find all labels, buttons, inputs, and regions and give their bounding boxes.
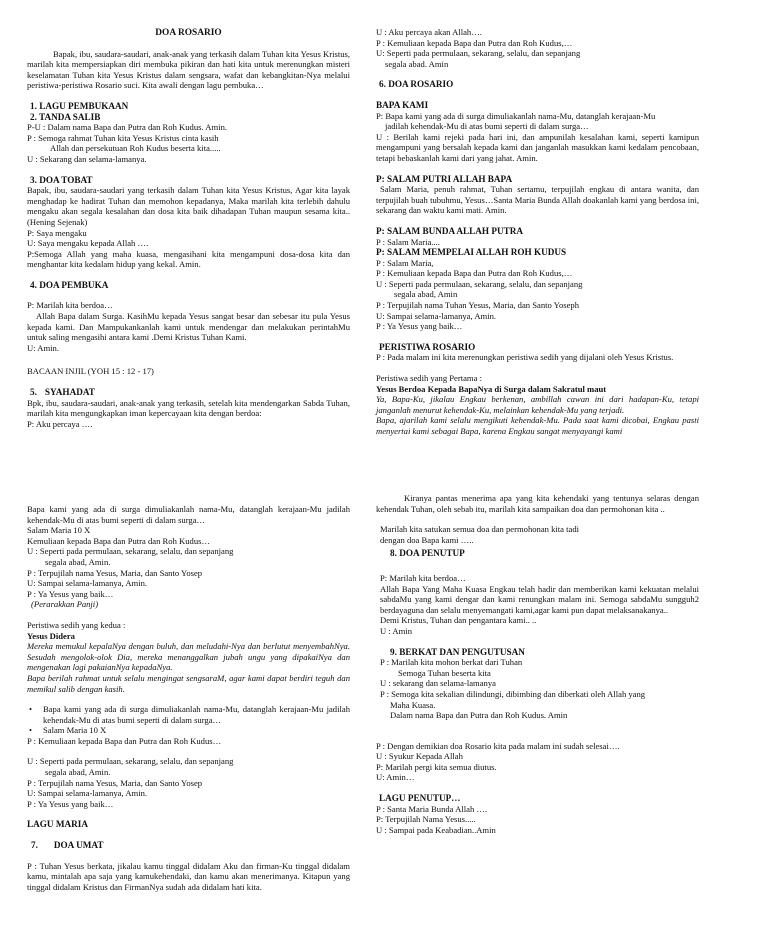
heading-syahadat: 5. SYAHADAT [30, 387, 95, 398]
decade-line: P : Terpujilah nama Yesus, Maria, dan Santo Yosep [27, 567, 203, 578]
penutup-line: Demi Kristus, Tuhan dan pengantara kami.. .. [380, 615, 537, 626]
heading-tanda-salib: 2. TANDA SALIB [30, 111, 101, 122]
heading-lagu-penutup: LAGU PENUTUP… [379, 793, 461, 804]
salib-line: P-U : Dalam nama Bapa dan Putra dan Roh Kudus. Amin. [27, 122, 228, 133]
peristiwa-pertama-title: Yesus Berdoa Kepada BapaNya di Surga dalam Sakratul maut [376, 383, 607, 394]
tobat-closing: P:Semoga Allah yang maha kuasa, mengasihani kita mengampuni dosa-dosa kita dan menghantar kita kedalam hidup yang kekal. Amin. [27, 248, 350, 270]
penutup-line: P: Marilah kita berdoa… [380, 572, 466, 583]
bacaan-injil: BACAAN INJIL (YOH 15 : 12 - 17) [27, 366, 154, 377]
satukan-line: Marilah kita satukan semua doa dan permohonan kita tadi [380, 524, 580, 535]
decade-line: U : Seperti pada permulaan, sekarang, selalu, dan sepanjang [27, 756, 234, 767]
creed-line: U : Aku percaya akan Allah…. [376, 27, 482, 37]
column-bottom-left [27, 504, 350, 892]
salam-line: U : Seperti pada permulaan, sekarang, selalu, dan sepanjang [376, 278, 583, 289]
column-bottom-right [376, 493, 699, 835]
closing-line: U: Amin… [376, 772, 415, 783]
decade-line: Kemuliaan kepada Bapa dan Putra dan Roh Kudus… [27, 535, 211, 546]
pembuka-amen: U: Amin. [27, 342, 59, 353]
salib-line: Allah dan persekutuan Roh Kudus beserta kita..... [50, 143, 221, 154]
bapa-kami-text: Bapa kami yang ada di surga dimuliakanlah nama-Mu, datanglah kerajaan-Mu jadilah kehendak-Mu di atas bumi seperti di dalam surga… [27, 504, 350, 525]
salib-line: P : Semoga rahmat Tuhan kita Yesus Kristus cinta kasih [27, 132, 219, 143]
perarakan-note: (Perarakkan Panji) [31, 599, 99, 610]
salam-line: P : Salam Maria.... [376, 236, 440, 247]
syahadat-line: P: Aku percaya …. [27, 418, 93, 429]
berkat-line: P : Marilah kita mohon berkat dari Tuhan [380, 657, 523, 668]
salam-line: P : Ya Yesus yang baik… [376, 321, 463, 332]
creed-line: P : Kemuliaan kepada Bapa dan Putra dan Roh Kudus,… [376, 37, 573, 48]
lagu-line: P: Terpujilah Nama Yesus..... [376, 814, 476, 825]
bapa-kami-line: P: Bapa kami yang ada di surga dimuliakanlah nama-Mu, datanglah kerajaan-Mu [376, 110, 656, 121]
lagu-line: P : Santa Maria Bunda Allah …. [376, 803, 488, 814]
satukan-line: dengan doa Bapa kami ….. [380, 534, 474, 545]
salam-line: P : Salam Maria, [376, 257, 434, 268]
decade-line: U : Seperti pada permulaan, sekarang, selalu, dan sepanjang [27, 546, 234, 557]
penutup-amen: U : Amin [380, 625, 412, 636]
salam-line: P : Terpujilah nama Tuhan Yesus, Maria, dan Santo Yoseph [376, 300, 580, 311]
berkat-line: U : sekarang dan selama-lamanya [380, 678, 496, 689]
heading-lagu-maria: LAGU MARIA [27, 819, 88, 830]
peristiwa-kedua-title: Yesus Didera [27, 630, 75, 641]
tobat-paragraph: Bapak, ibu, saudara-saudari yang terkasih dalam Tuhan kita Yesus Kristus, Agar kita layak menghadap ke hadirat Tuhan dan memohon kepadanya, Maka marilah kita terlebih dahulu mengaku akan segala kesalahan dan dosa kita baik dihadapan Tuhan maupun sesama kita.. (Hening Sejenak) [27, 185, 350, 227]
heading-salam-putri: P: SALAM PUTRI ALLAH BAPA [376, 173, 513, 184]
column-top-right [376, 27, 699, 437]
heading-salam-bunda: P: SALAM BUNDA ALLAH PUTRA [376, 225, 524, 236]
decade-line: U: Sampai selama-lamanya, Amin. [27, 788, 148, 799]
peristiwa-kedua-prayer: Bapa berilah rahmat untuk selalu mengingat sengsaraM, agar kami dapat berdiri teguh dan memikul salib dengan kasih. [27, 672, 350, 694]
intro-paragraph: Bapak, ibu, saudara-saudari, anak-anak yang terkasih dalam Tuhan kita Yesus Kristus, marilah kita mempersiapkan diri membuka pikiran dan hati kita untuk merenungkan misteri keselamatan Tuhan kita Yesus Kristus dalam sengsara, wafat dan kebangkitan-Nya melalui peristiwa-peristiwa Rosario suci. Kita awali dengan lagu pembuka… [27, 48, 350, 91]
decade-line: segala abad, Amin. [45, 556, 111, 567]
bullet-salam-maria: • Salam Maria 10 X [27, 725, 350, 736]
salam-maria-paragraph: Salam Maria, penuh rahmat, Tuhan sertamu, terpujilah engkau di antara wanita, dan terpujilah buah tubuhmu, Yesus…Santa Maria Bunda Allah doakanlah kami yang berdosa ini, sekarang dan waktu kami mati. Amin. [376, 184, 699, 216]
decade-line: P : Ya Yesus yang baik… [27, 588, 114, 599]
decade-line: U: Sampai selama-lamanya, Amin. [27, 578, 148, 589]
berkat-line: Semoga Tuhan beserta kita [398, 667, 491, 678]
salam-line: P : Kemuliaan kepada Bapa dan Putra dan Roh Kudus,… [376, 268, 573, 279]
peristiwa-pertama-text: Ya, Bapa-Ku, jikalau Engkau berkenan, ambillah cawan ini dari hadapan-Ku, tetapi janganlah menurut kehendak-Ku, melainkan kehendak-Mu yang terjadi. [376, 394, 699, 415]
document-title: DOA ROSARIO [155, 28, 222, 38]
peristiwa-line: P : Pada malam ini kita merenungkan peristiwa sedih yang dijalani oleh Yesus Kristus. [376, 352, 674, 363]
pembuka-paragraph: Allah Bapa dalam Surga. KasihMu kepada Yesus sangat besar dan sebesar itu pula Yesus kepada kami. Dan Mampukankanlah kami untuk mendengar dan melakukan perintahMu untuk saling mengasihi antara kami .Demi Kristus Tuhan Kami. [27, 311, 350, 343]
kiranya-paragraph: Kiranya pantas menerima apa yang kita kehendaki yang tentunya selaras dengan kehendak Tuhan, oleh sebab itu, marilah kita sampaikan doa dan permohonan kita .. [376, 493, 699, 514]
decade-line: P : Ya Yesus yang baik… [27, 798, 114, 809]
salam-line: segala abad, Amin [394, 289, 458, 300]
heading-doa-tobat: 3. DOA TOBAT [30, 174, 93, 185]
closing-line: P: Marilah pergi kita semua diutus. [376, 761, 497, 772]
salam-line: U: Sampai selama-lamanya, Amin. [376, 310, 497, 321]
peristiwa-kedua-text: Mereka memukul kepalaNya dengan buluh, dan meludahi-Nya dan berlutut menyembahNya. Sesudah mengolok-olok Dia, mereka menanggalkan jubah ungu yang dipakaiNya dan mengenakan lagi pakaianNya kepadaNya. [27, 641, 350, 673]
bapa-kami-response: U : Berilah kami rejeki pada hari ini, dan ampunilah kesalahan kami, seperti kamipun mengampuni yang bersalah kepada kami dan janganlah masukkan kami kedalam pencobaan, tetapi bebaskanlah kami dari yang jahat. Amin. [376, 131, 699, 163]
syahadat-paragraph: Bpk, ibu, saudara-saudari, anak-anak yang terkasih, setelah kita mendengarkan Sabda Tuhan, marilah kita mengungkapkan iman kepercayaan kita dengan berdoa: [27, 397, 350, 419]
peristiwa-pertama-label: Peristiwa sedih yang Pertama : [376, 373, 482, 384]
peristiwa-pertama-prayer: Bapa, ajarilah kami selalu mengikuti kehendak-Mu. Pada saat kami dicobai, Engkau pasti menyertai kami sebagai Bapa, karena Engkau sangat menyayangi kami [376, 415, 699, 436]
tobat-line: P: Saya mengaku [27, 227, 87, 238]
decade-line: segala abad, Amin. [45, 767, 111, 778]
penutup-paragraph: Allah Bapa Yang Maha Kuasa Engkau telah hadir dan memberikan kami kekuatan melalui sabdaMu yang kami dengar dan kami renungkan malam ini. Semoga sabdaMu sungguh2 berdayaguna dan selalu menyemangati kami,agar kami pun dapat melaksanakanya.. [380, 583, 699, 615]
berkat-line: Maha Kuasa. [390, 699, 436, 710]
heading-doa-rosario: 6. DOA ROSARIO [379, 79, 454, 90]
bapa-kami-line: jadilah kehendak-Mu di atas bumi seperti di dalam surga… [385, 121, 589, 132]
heading-lagu-pembukaan: 1. LAGU PEMBUKAAN [30, 100, 129, 111]
closing-line: U : Syukur Kepada Allah [376, 751, 463, 762]
heading-berkat: 9. BERKAT DAN PENGUTUSAN [390, 646, 525, 657]
decade-line: Salam Maria 10 X [27, 525, 91, 536]
closing-line: P : Dengan demikian doa Rosario kita pada malam ini sudah selesai…. [376, 740, 620, 751]
peristiwa-kedua-label: Peristiwa sedih yang kedua : [27, 619, 126, 630]
doa-umat-paragraph: P : Tuhan Yesus berkata, jikalau kamu tinggal didalam Aku dan firman-Ku tinggal didalam kamu, mintalah apa saja yang kamukehendaki, dan kamu akan menerimanya. Kitapun yang tinggal didalam Kristus dan FirmanNya sudah ada didalam hati kita. [27, 860, 350, 892]
creed-line: U: Seperti pada permulaan, sekarang, selalu, dan sepanjang [376, 48, 581, 59]
lagu-line: U : Sampai pada Keabadian..Amin [376, 824, 496, 835]
salib-line: U : Sekarang dan selama-lamanya. [27, 153, 147, 164]
decade-line: P : Kemuliaan kepada Bapa dan Putra dan Roh Kudus… [27, 735, 222, 746]
decade-line: P : Terpujilah nama Yesus, Maria, dan Santo Yosep [27, 777, 203, 788]
tobat-line: U: Saya mengaku kepada Allah …. [27, 238, 149, 249]
creed-line: segala abad. Amin [385, 58, 449, 69]
heading-doa-penutup: 8. DOA PENUTUP [390, 548, 465, 559]
heading-doa-pembuka: 4. DOA PEMBUKA [30, 279, 109, 290]
heading-peristiwa-rosario: PERISTIWA ROSARIO [379, 341, 476, 352]
heading-bapa-kami: BAPA KAMI [376, 99, 429, 110]
berkat-line: Dalam nama Bapa dan Putra dan Roh Kudus. Amin [390, 710, 568, 721]
heading-salam-mempelai: P: SALAM MEMPELAI ALLAH ROH KUDUS [376, 247, 567, 258]
pembuka-line: P: Marilah kita berdoa… [27, 300, 113, 311]
heading-doa-umat: 7. DOA UMAT [31, 840, 104, 851]
berkat-line: P : Semoga kita sekalian dilindungi, dibimbing dan diberkati oleh Allah yang [380, 688, 646, 699]
column-top-left [27, 28, 350, 429]
bullet-bapa-kami: • Bapa kami yang ada di surga dimuliakanlah nama-Mu, datanglah kerajaan-Mu jadilah kehendak-Mu di atas bumi seperti di dalam surga… [27, 704, 350, 725]
